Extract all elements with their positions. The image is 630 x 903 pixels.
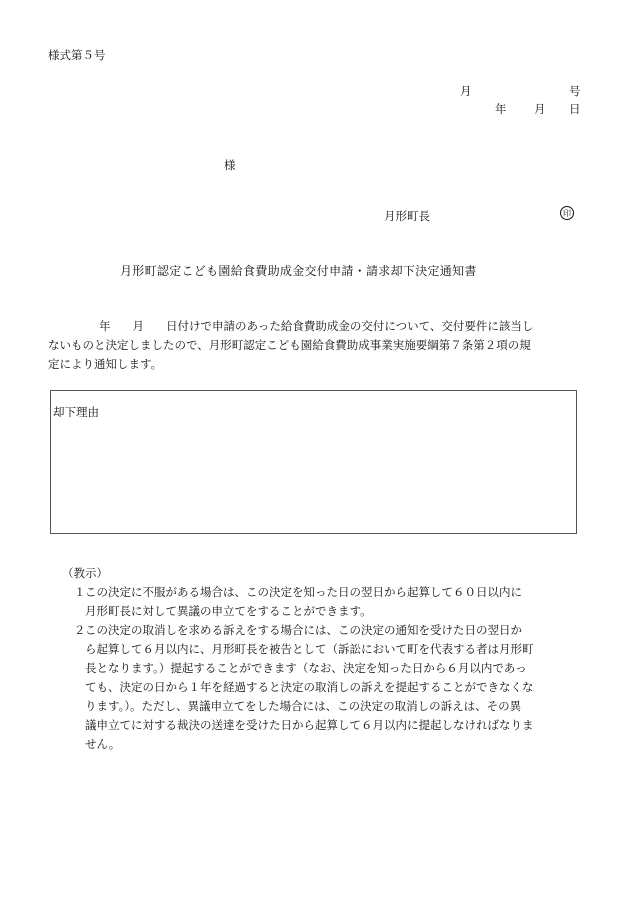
notice-item-line: 議申立てに対する裁決の送達を受けた日から起算して６月以内に提起しなければなりま <box>85 718 534 732</box>
rejection-reason-label: 却下理由 <box>53 405 99 419</box>
addressee-honorific: 様 <box>224 158 236 172</box>
reference-number-label: 号 <box>569 84 581 98</box>
appeal-notice <box>60 564 590 754</box>
notice-item-line: ります。）。ただし、異議申立てをした場合には、この決定の取消しの訴えは、その異 <box>85 699 522 713</box>
seal-icon: 印 <box>560 206 574 220</box>
date-day-label: 日 <box>569 102 581 116</box>
body-line-2: ないものと決定しましたので、月形町認定こども園給食費助成事業実施要綱第７条第２項の規 <box>48 338 531 352</box>
date-year-label: 年 <box>495 102 507 116</box>
notice-item-line: この決定に不服がある場合は、この決定を知った日の翌日から起算して６０日以内に <box>85 585 522 599</box>
notice-item-line: ても、決定の日から１年を経過すると決定の取消しの訴えを提起することができなくな <box>85 680 534 694</box>
body-line-1 <box>48 317 582 336</box>
reference-month-label: 月 <box>460 84 472 98</box>
notice-heading: （教示） <box>62 566 108 580</box>
date-month-label: 月 <box>534 102 546 116</box>
body-month: 月 <box>132 319 144 333</box>
notice-item-number: １ <box>74 585 86 599</box>
rejection-reason-box <box>50 390 577 534</box>
notice-item-line: 長となります。）提起することができます（なお、決定を知った日から６月以内であっ <box>85 661 527 675</box>
notice-item-line: この決定の取消しを求める訴えをする場合には、この決定の通知を受けた日の翌日か <box>85 623 522 637</box>
notice-item-line: 月形町長に対して異議の申立てをすることができます。 <box>85 604 372 618</box>
notice-item-line: ら起算して６月以内に、月形町長を被告として（訴訟において町を代表する者は月形町 <box>85 642 534 656</box>
body-year: 年 <box>99 319 111 333</box>
body-line-1-rest: 日付けで申請のあった給食費助成金の交付について、交付要件に該当し <box>166 319 534 333</box>
issuer-name: 月形町長 <box>384 209 430 223</box>
notice-item-1 <box>60 583 590 621</box>
body-line-3: 定により通知します。 <box>48 357 163 371</box>
notice-item-line: せん。 <box>85 737 121 751</box>
form-number: 様式第５号 <box>48 48 106 62</box>
notice-item-number: ２ <box>74 623 86 637</box>
notification-body <box>48 317 582 374</box>
notice-item-2 <box>60 621 590 754</box>
document-title: 月形町認定こども園給食費助成金交付申請・請求却下決定通知書 <box>120 264 477 278</box>
